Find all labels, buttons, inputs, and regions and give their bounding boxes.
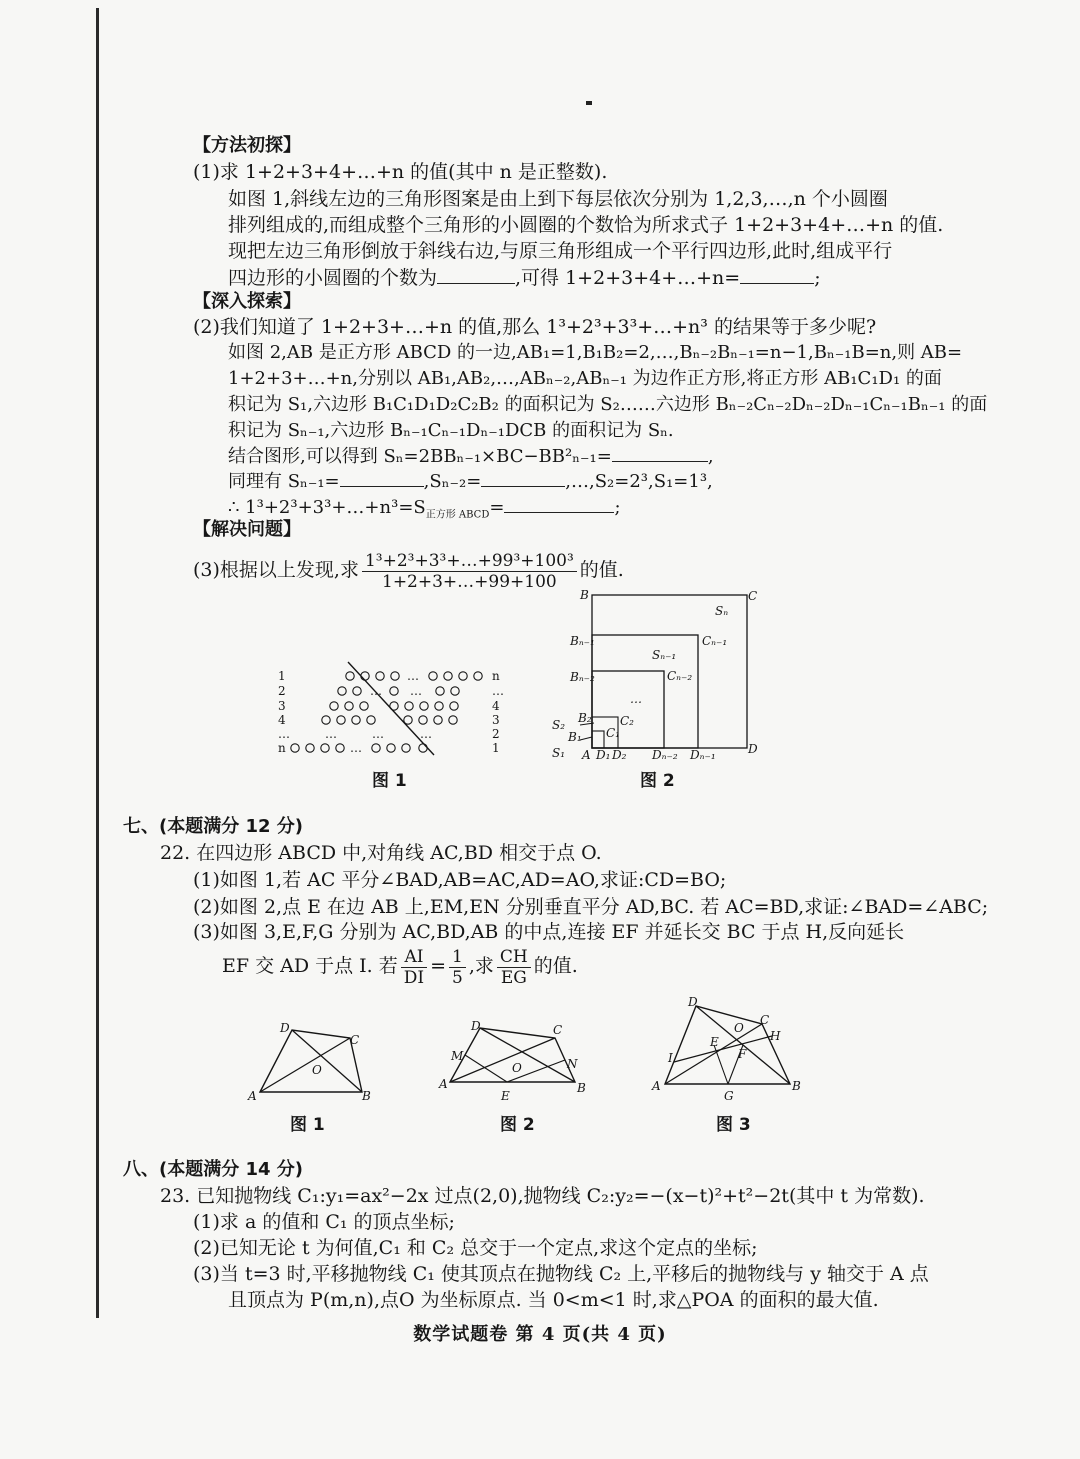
figure-nested-squares xyxy=(540,585,780,765)
label-A: A xyxy=(652,1079,661,1093)
label-F: F xyxy=(738,1047,747,1061)
fraction xyxy=(401,947,427,988)
label-Cn2: Cₙ₋₂ xyxy=(667,669,693,683)
row-label-right: 3 xyxy=(492,713,500,727)
geo-fig-3-caption: 图 3 xyxy=(716,1115,751,1135)
numerator: AI xyxy=(401,947,427,968)
circle xyxy=(474,672,482,680)
row-label-left: 2 xyxy=(278,684,286,698)
label-Sn1: Sₙ₋₁ xyxy=(652,648,677,662)
circle xyxy=(337,716,345,724)
label-O: O xyxy=(734,1021,744,1035)
left-labels xyxy=(278,669,290,755)
circle xyxy=(419,716,427,724)
circle xyxy=(306,744,314,752)
fraction xyxy=(497,947,531,988)
text: 的值. xyxy=(533,955,578,977)
answer-blank[interactable] xyxy=(437,265,515,284)
row-label-right: 4 xyxy=(492,699,500,713)
label-D: D xyxy=(280,1021,290,1035)
q22-part-3-cont xyxy=(222,944,578,988)
text: 的值. xyxy=(579,559,624,581)
row-label-left: n xyxy=(278,741,286,755)
label-S2: S₂ xyxy=(552,718,566,732)
circle xyxy=(420,702,428,710)
label-S1: S₁ xyxy=(552,746,566,760)
text: ∴ 1³+2³+3³+…+n³=S xyxy=(228,497,426,518)
row-label-right: 1 xyxy=(492,741,500,755)
circle xyxy=(361,672,369,680)
text: 四边形的小圆圈的个数为 xyxy=(228,267,438,289)
label-D2: D₂ xyxy=(612,748,627,762)
row-label-right: 2 xyxy=(492,727,500,741)
circle xyxy=(459,672,467,680)
q23-part-2: (2)已知无论 t 为何值,C₁ 和 C₂ 总交于一个定点,求这个定点的坐标; xyxy=(193,1237,758,1259)
figure-circles-triangle xyxy=(270,660,510,760)
ellipsis: … xyxy=(350,741,362,755)
circle xyxy=(436,687,444,695)
paragraph-with-blank xyxy=(228,443,714,469)
label-O: O xyxy=(312,1063,322,1077)
numerator: 1³+2³+3³+…+99³+100³ xyxy=(362,551,577,572)
label-N: N xyxy=(567,1057,578,1071)
binding-margin-line xyxy=(96,8,99,1318)
paragraph: 积记为 S₁,六边形 B₁C₁D₁D₂C₂B₂ 的面积记为 S₂……六边形 Bₙ₋₂Cₙ₋₂Dₙ₋₂Dₙ₋₁Cₙ₋₁Bₙ₋₁ 的面 xyxy=(228,394,988,415)
circle xyxy=(330,702,338,710)
numerator: 1 xyxy=(449,947,466,968)
q23-part-1: (1)求 a 的值和 C₁ 的顶点坐标; xyxy=(193,1211,455,1233)
q22-part-1: (1)如图 1,若 AC 平分∠BAD,AB=AC,AD=AO,求证:CD=BO; xyxy=(193,869,727,891)
circle xyxy=(376,672,384,680)
square-1 xyxy=(592,731,604,748)
paragraph: 如图 2,AB 是正方形 ABCD 的一边,AB₁=1,B₁B₂=2,…,Bₙ₋₂Bₙ₋₁=n−1,Bₙ₋₁B=n,则 AB= xyxy=(228,342,963,363)
figure-1-caption: 图 1 xyxy=(372,771,407,791)
geo-fig-2-caption: 图 2 xyxy=(500,1115,535,1135)
label-D: D xyxy=(748,742,758,756)
circle xyxy=(444,672,452,680)
label-I: I xyxy=(668,1051,673,1065)
answer-blank[interactable] xyxy=(740,265,814,284)
ellipsis: … xyxy=(407,669,419,683)
paragraph-with-blanks xyxy=(228,265,821,290)
question-22: 22. 在四边形 ABCD 中,对角线 AC,BD 相交于点 O. xyxy=(160,842,602,864)
section-8-heading: 八、(本题满分 14 分) xyxy=(123,1159,304,1180)
text: 同理有 Sₙ₋₁= xyxy=(228,471,340,492)
right-labels xyxy=(492,669,504,755)
label-Dn1: Dₙ₋₁ xyxy=(690,748,716,762)
section-7-heading: 七、(本题满分 12 分) xyxy=(123,816,304,837)
geometry-figure-1 xyxy=(240,1018,380,1108)
answer-blank[interactable] xyxy=(612,443,708,462)
ellipsis: … xyxy=(372,727,384,741)
label-A: A xyxy=(439,1077,448,1091)
text: , xyxy=(707,446,714,467)
label-C1: C₁ xyxy=(606,726,620,740)
circle xyxy=(360,702,368,710)
paragraph: 现把左边三角形倒放于斜线右边,与原三角形组成一个平行四边形,此时,组成平行 xyxy=(228,240,893,262)
square-n2 xyxy=(592,671,664,748)
circle xyxy=(405,702,413,710)
paragraph: 积记为 Sₙ₋₁,六边形 Bₙ₋₁Cₙ₋₁Dₙ₋₁DCB 的面积记为 Sₙ. xyxy=(228,420,674,441)
circle xyxy=(345,702,353,710)
circle xyxy=(449,716,457,724)
ellipsis: … xyxy=(370,684,382,698)
circle xyxy=(390,687,398,695)
denominator: DI xyxy=(403,967,425,988)
text: = xyxy=(489,497,505,518)
label-dots: … xyxy=(630,692,642,706)
text: ,可得 1+2+3+4+…+n= xyxy=(515,267,741,289)
question-2: (2)我们知道了 1+2+3+…+n 的值,那么 1³+2³+3³+…+n³ 的结果等于多少呢? xyxy=(193,316,877,338)
q22-part-2: (2)如图 2,点 E 在边 AB 上,EM,EN 分别垂直平分 AD,BC. 若 AC=BD,求证:∠BAD=∠ABC; xyxy=(193,896,989,918)
q23-part-3-cont: 且顶点为 P(m,n),点O 为坐标原点. 当 0<m<1 时,求△POA 的面积的最大值. xyxy=(228,1289,879,1311)
heading-explore: 【深入探索】 xyxy=(193,291,301,312)
scan-mark xyxy=(586,101,592,105)
label-O: O xyxy=(512,1061,522,1075)
label-H: H xyxy=(770,1029,781,1043)
label-G: G xyxy=(724,1089,734,1103)
circle xyxy=(336,744,344,752)
paragraph: 1+2+3+…+n,分别以 AB₁,AB₂,…,ABₙ₋₂,ABₙ₋₁ 为边作正方形,将正方形 AB₁C₁D₁ 的面 xyxy=(228,368,942,389)
circle xyxy=(451,687,459,695)
label-C: C xyxy=(553,1023,563,1037)
subscript: 正方形 ABCD xyxy=(425,509,490,521)
text: 结合图形,可以得到 Sₙ=2BBₙ₋₁×BC−BB²ₙ₋₁= xyxy=(228,446,612,467)
label-Sn: Sₙ xyxy=(715,604,729,618)
label-D: D xyxy=(688,995,698,1009)
circle xyxy=(387,744,395,752)
answer-blank[interactable] xyxy=(340,468,424,487)
circle xyxy=(402,744,410,752)
circle xyxy=(352,716,360,724)
label-C: C xyxy=(350,1033,360,1047)
circle xyxy=(419,744,427,752)
label-Cn1: Cₙ₋₁ xyxy=(702,634,728,648)
label-C: C xyxy=(748,589,758,603)
geo-fig-1-caption: 图 1 xyxy=(290,1115,325,1135)
circle xyxy=(338,687,346,695)
label-A: A xyxy=(582,748,591,762)
question-23: 23. 已知抛物线 C₁:y₁=ax²−2x 过点(2,0),抛物线 C₂:y₂=−(x−t)²+t²−2t(其中 t 为常数). xyxy=(160,1185,925,1207)
circle xyxy=(346,672,354,680)
text: (3)根据以上发现,求 xyxy=(193,559,359,581)
row-label-left: 4 xyxy=(278,713,286,727)
text: ; xyxy=(614,497,621,518)
label-M: M xyxy=(451,1049,464,1063)
label-B: B xyxy=(577,1081,586,1095)
label-B: B xyxy=(580,588,589,602)
ellipsis: … xyxy=(410,684,422,698)
circle xyxy=(353,687,361,695)
row-label-left: 1 xyxy=(278,669,286,683)
label-D: D xyxy=(471,1019,481,1033)
figure-2-caption: 图 2 xyxy=(640,771,675,791)
circles xyxy=(291,669,482,755)
text: EF 交 AD 于点 I. 若 xyxy=(222,955,398,977)
q22-part-3: (3)如图 3,E,F,G 分别为 AC,BD,AB 的中点,连接 EF 并延长交 BC 于点 H,反向延长 xyxy=(193,921,905,943)
circle xyxy=(450,702,458,710)
paragraph-with-blanks xyxy=(228,468,713,494)
heading-solve: 【解决问题】 xyxy=(193,519,301,540)
label-A: A xyxy=(248,1089,257,1103)
ellipsis: … xyxy=(420,727,432,741)
label-B: B xyxy=(792,1079,801,1093)
q23-part-3: (3)当 t=3 时,平移抛物线 C₁ 使其顶点在抛物线 C₂ 上,平移后的抛物线与 y 轴交于 A 点 xyxy=(193,1263,929,1285)
answer-blank[interactable] xyxy=(481,468,565,487)
label-B1: B₁ xyxy=(568,730,582,744)
label-Bn1: Bₙ₋₁ xyxy=(570,634,595,648)
row-label-right: … xyxy=(492,684,504,698)
label-E: E xyxy=(501,1089,510,1103)
text: ,求 xyxy=(468,955,494,977)
ellipsis: … xyxy=(325,727,337,741)
fraction xyxy=(449,947,466,988)
paragraph: 如图 1,斜线左边的三角形图案是由上到下每层依次分别为 1,2,3,…,n 个小圆圈 xyxy=(228,188,888,210)
label-C: C xyxy=(760,1013,770,1027)
answer-blank[interactable] xyxy=(504,494,614,513)
text: ,…,S₂=2³,S₁=1³, xyxy=(565,471,713,492)
geometry-figure-2 xyxy=(435,1016,595,1106)
circle xyxy=(321,744,329,752)
question-1: (1)求 1+2+3+4+…+n 的值(其中 n 是正整数). xyxy=(193,161,608,183)
label-C2: C₂ xyxy=(620,714,634,728)
geometry-figure-3 xyxy=(650,994,810,1104)
label-B: B xyxy=(362,1089,371,1103)
circle xyxy=(434,716,442,724)
heading-method: 【方法初探】 xyxy=(193,135,301,156)
row-label-left: … xyxy=(278,727,290,741)
label-Bn2: Bₙ₋₂ xyxy=(570,670,595,684)
text: ; xyxy=(814,267,821,289)
circle xyxy=(322,716,330,724)
text: ,Sₙ₋₂= xyxy=(423,471,482,492)
circle xyxy=(367,716,375,724)
label-B2: B₂ xyxy=(578,711,592,725)
circle xyxy=(291,744,299,752)
row-label-left: 3 xyxy=(278,699,286,713)
label-D1: D₁ xyxy=(596,748,611,762)
numerator: CH xyxy=(497,947,531,968)
circle xyxy=(435,702,443,710)
circle xyxy=(372,744,380,752)
denominator: 5 xyxy=(452,967,463,988)
page-footer: 数学试题卷 第 4 页(共 4 页) xyxy=(413,1324,667,1345)
denominator: EG xyxy=(500,967,527,988)
equals: = xyxy=(430,955,447,977)
label-E: E xyxy=(710,1035,719,1049)
label-Dn2: Dₙ₋₂ xyxy=(652,748,678,762)
denominator: 1+2+3+…+99+100 xyxy=(382,571,557,592)
paragraph: 排列组成的,而组成整个三角形的小圆圈的个数恰为所求式子 1+2+3+4+…+n 的值. xyxy=(228,214,944,236)
circle xyxy=(429,672,437,680)
circle xyxy=(391,672,399,680)
row-label-right: n xyxy=(492,669,500,683)
